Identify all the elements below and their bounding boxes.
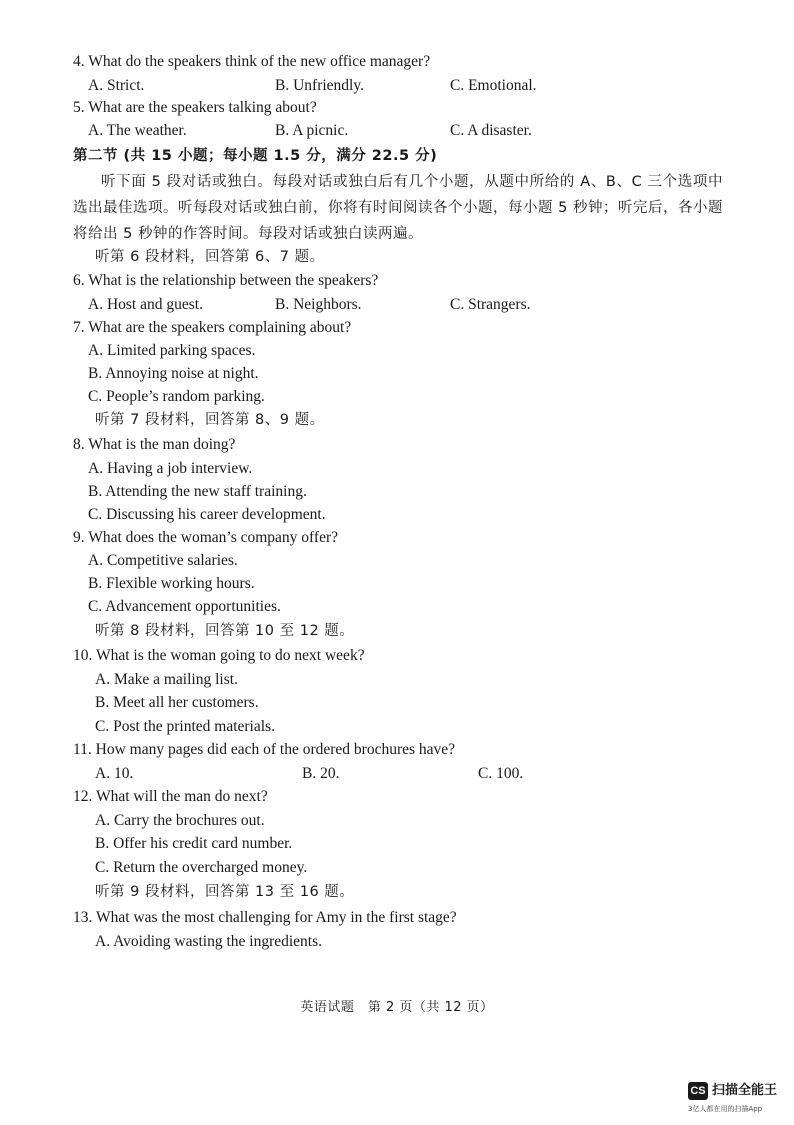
q4-option-b: B. Unfriendly. <box>275 77 364 94</box>
q10-option-a: A. Make a mailing list. <box>95 671 238 688</box>
q11-option-a: A. 10. <box>95 765 134 782</box>
question-13: 13. What was the most challenging for Amy in the first stage? <box>73 909 457 926</box>
q10-option-b: B. Meet all her customers. <box>95 694 259 711</box>
q7-option-b: B. Annoying noise at night. <box>88 365 259 382</box>
scanner-watermark <box>684 1080 794 1120</box>
question-6: 6. What is the relationship between the speakers? <box>73 272 379 289</box>
q9-option-c: C. Advancement opportunities. <box>88 598 281 615</box>
q7-option-a: A. Limited parking spaces. <box>88 342 256 359</box>
q9-option-a: A. Competitive salaries. <box>88 552 238 569</box>
watermark-title: 扫描全能王 <box>712 1083 778 1098</box>
question-11: 11. How many pages did each of the ordered brochures have? <box>73 741 456 758</box>
q12-option-c: C. Return the overcharged money. <box>95 859 308 876</box>
question-4: 4. What do the speakers think of the new office manager? <box>73 53 431 70</box>
q6-option-a: A. Host and guest. <box>88 296 203 313</box>
question-9: 9. What does the woman’s company offer? <box>73 529 339 546</box>
q6-option-b: B. Neighbors. <box>275 296 362 313</box>
q5-option-c: C. A disaster. <box>450 122 532 139</box>
section-2-instruction: 听下面 5 段对话或独白。每段对话或独白后有几个小题，从题中所给的 A、B、C 三个选项中选出最佳选项。听每段对话或独白前，你将有时间阅读各个小题，每小题 5 秒钟；听完后，各小题将给出 5 秒钟的作答时间。每段对话或独白读两遍。 <box>73 174 723 242</box>
material-6-heading: 听第 6 段材料，回答第 6、7 题。 <box>95 249 325 265</box>
q10-option-c: C. Post the printed materials. <box>95 718 275 735</box>
question-12: 12. What will the man do next? <box>73 788 268 805</box>
page-footer: 英语试题 第 2 页（共 12 页） <box>300 1000 494 1015</box>
watermark-subtitle: 3亿人都在用的扫描App <box>688 1105 763 1113</box>
question-5: 5. What are the speakers talking about? <box>73 99 317 116</box>
camscanner-logo-icon: CS <box>688 1082 708 1100</box>
q11-option-c: C. 100. <box>478 765 524 782</box>
q9-option-b: B. Flexible working hours. <box>88 575 255 592</box>
question-10: 10. What is the woman going to do next week? <box>73 647 365 664</box>
q12-option-a: A. Carry the brochures out. <box>95 812 265 829</box>
question-7: 7. What are the speakers complaining about? <box>73 319 352 336</box>
q8-option-a: A. Having a job interview. <box>88 460 253 477</box>
material-7-heading: 听第 7 段材料，回答第 8、9 题。 <box>95 412 325 428</box>
q12-option-b: B. Offer his credit card number. <box>95 835 293 852</box>
q4-option-a: A. Strict. <box>88 77 145 94</box>
q8-option-c: C. Discussing his career development. <box>88 506 326 523</box>
q4-option-c: C. Emotional. <box>450 77 537 94</box>
q13-option-a: A. Avoiding wasting the ingredients. <box>95 933 323 950</box>
question-8: 8. What is the man doing? <box>73 436 236 453</box>
q11-option-b: B. 20. <box>302 765 340 782</box>
q5-option-a: A. The weather. <box>88 122 187 139</box>
q6-option-c: C. Strangers. <box>450 296 531 313</box>
material-9-heading: 听第 9 段材料，回答第 13 至 16 题。 <box>95 884 355 900</box>
q5-option-b: B. A picnic. <box>275 122 349 139</box>
q8-option-b: B. Attending the new staff training. <box>88 483 307 500</box>
q7-option-c: C. People’s random parking. <box>88 388 265 405</box>
section-2-title: 第二节 (共 15 小题；每小题 1.5 分，满分 22.5 分) <box>73 148 438 164</box>
material-8-heading: 听第 8 段材料，回答第 10 至 12 题。 <box>95 623 355 639</box>
